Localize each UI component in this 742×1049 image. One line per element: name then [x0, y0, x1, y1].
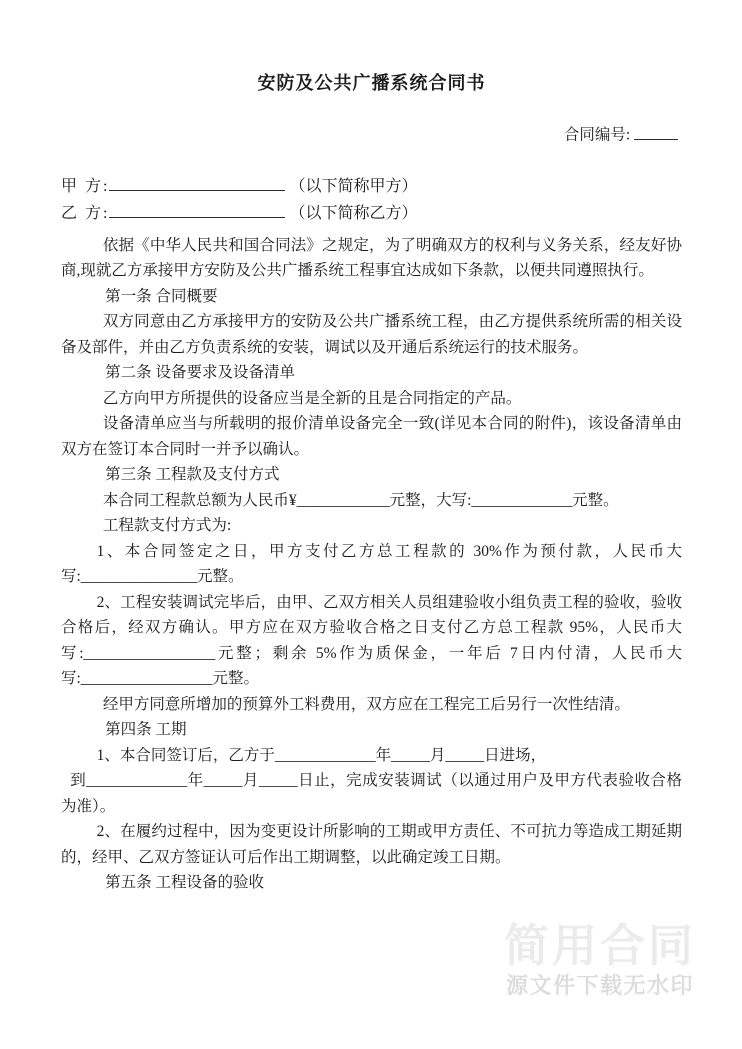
- section-heading: 第五条 工程设备的验收: [105, 874, 265, 892]
- paragraph: 2、在履约过程中，因为变更设计所影响的工期或甲方责任、不可抗力等造成工期延期的，经甲、乙双方签证认可后作出工期调整，以此确定竣工日期。: [61, 823, 682, 866]
- paragraph: 2、工程安装调试完毕后，由甲、乙双方相关人员组建验收小组负责工程的验收，验收合格后，经双方确认。甲方应在双方验收合格之日支付乙方总工程款 95%，人民币大写:_________________元整；剩余 5%作为质保金，一年后 7日内付清，人民币大写:_________________元整。: [61, 593, 682, 688]
- party-a-blank: [109, 175, 285, 191]
- section-heading: 第三条 工程款及支付方式: [105, 466, 280, 484]
- watermark-brand: 简用合同: [503, 921, 696, 971]
- contract-number-row: [61, 124, 682, 147]
- party-b-suffix: （以下简称乙方）: [289, 204, 418, 222]
- party-a-row: [61, 173, 682, 200]
- party-b-label: 乙 方:: [61, 204, 110, 222]
- watermark: [504, 922, 696, 999]
- contract-title: 安防及公共广播系统合同书: [257, 73, 486, 93]
- paragraph: 本合同工程款总额为人民币¥____________元整，大写:_____________元整。: [102, 491, 619, 509]
- paragraph: 1、本合同签定之日，甲方支付乙方总工程款的 30%作为预付款，人民币大写:_______________元整。: [61, 542, 682, 586]
- paragraph: 乙方向甲方所提供的设备应当是全新的且是合同指定的产品。: [102, 389, 522, 407]
- watermark-tagline: 源文件下载无水印: [505, 973, 694, 998]
- paragraph: 工程款支付方式为:: [102, 517, 232, 535]
- paragraph: 依据《中华人民共和国合同法》之规定，为了明确双方的权利与义务关系，经友好协商,现就乙方承接甲方安防及公共广播系统工程事宜达成如下条款，以便共同遵照执行。: [61, 236, 682, 280]
- paragraph: 1、本合同签订后，乙方于_____________年_____月_____日进场，: [96, 746, 547, 764]
- paragraph: 双方同意由乙方承接甲方的安防及公共广播系统工程，由乙方提供系统所需的相关设备及部件，并由乙方负责系统的安装，调试以及开通后系统运行的技术服务。: [61, 313, 682, 356]
- paragraph: 到_____________年_____月_____日止，完成安装调试（以通过用户及甲方代表验收合格为准）。: [61, 772, 682, 815]
- contract-number-label: 合同编号:: [563, 126, 634, 144]
- paragraph: 设备清单应当与所载明的报价清单设备完全一致(详见本合同的附件)，该设备清单由双方在签订本合同时一并予以确认。: [61, 415, 682, 458]
- party-a-label: 甲 方:: [61, 177, 110, 195]
- section-heading: 第二条 设备要求及设备清单: [105, 364, 296, 382]
- party-b-blank: [109, 202, 285, 218]
- party-b-row: [61, 200, 682, 227]
- section-heading: 第四条 工期: [105, 721, 187, 739]
- contract-number-blank: [634, 124, 678, 140]
- section-heading: 第一条 合同概要: [105, 287, 218, 305]
- paragraph: 经甲方同意所增加的预算外工料费用，双方应在工程完工后另行一次性结清。: [102, 695, 630, 713]
- contract-body: [61, 233, 682, 896]
- party-a-suffix: （以下简称甲方）: [289, 177, 418, 195]
